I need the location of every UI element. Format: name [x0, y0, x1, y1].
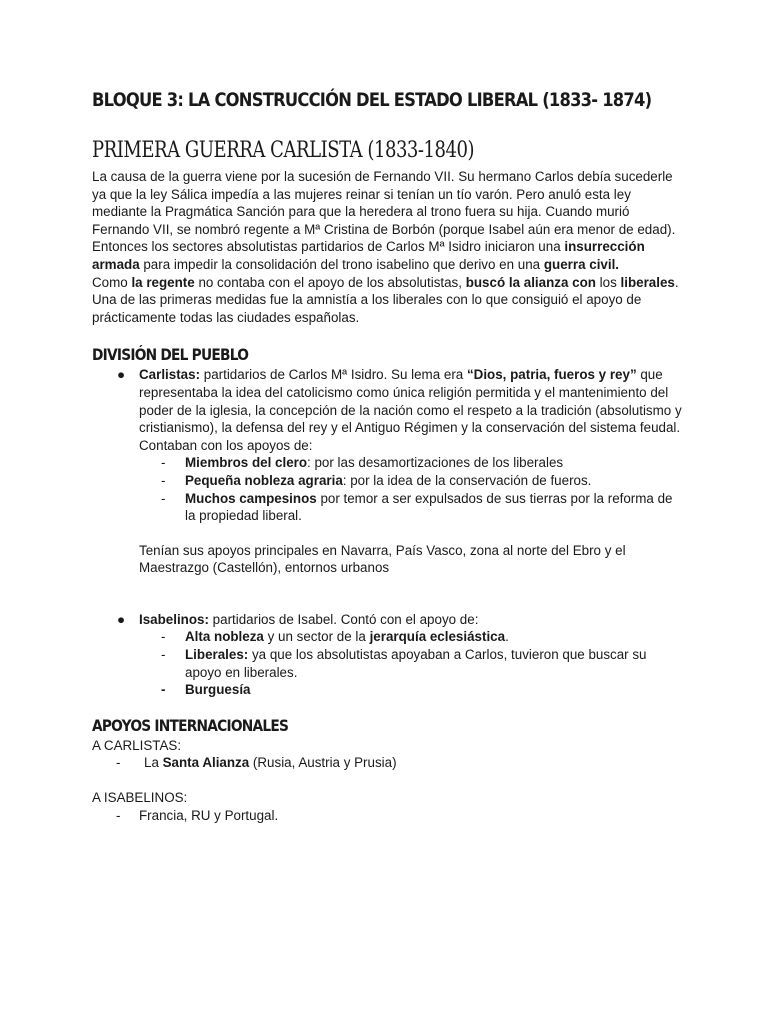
label-carlistas: Carlistas: — [139, 367, 201, 383]
bold-busco-alianza: buscó la alianza con — [465, 274, 596, 290]
label-a-carlistas: A CARLISTAS: — [92, 737, 182, 753]
dash-icon: - — [161, 472, 166, 488]
bullet-icon: ● — [117, 611, 126, 627]
section-title-primera-guerra-carlista: PRIMERA GUERRA CARLISTA (1833-1840) — [92, 138, 475, 163]
dash-icon: - — [161, 629, 166, 645]
dash-icon: - — [161, 647, 166, 663]
list-item-support: - Miembros del clero: por las desamortizaciones de los liberales — [161, 455, 564, 471]
bold-guerra-civil: guerra civil. — [543, 256, 620, 272]
list-item-support: - Liberales: ya que los absolutistas apoyaban a Carlos, tuvieron que buscar su apoyo en liberales. — [161, 647, 647, 680]
carlistas-support-intro: Contaban con los apoyos de: — [139, 437, 313, 453]
list-item-carlistas-support: - La Santa Alianza (Rusia, Austria y Prusia) — [116, 755, 397, 771]
dash-icon: - — [116, 755, 121, 771]
heading-division-del-pueblo: DIVISIÓN DEL PUEBLO — [92, 345, 249, 365]
list-item-carlistas: ● Carlistas: partidarios de Carlos Mª Isidro. Su lema era “Dios, patria, fueros y rey” que representaba la idea del catolicismo como única religión permitida y el mantenimiento del poder de la iglesia, la concepción de la nación como el respeto a la tradición (absolutismo y cristianismo), la defensa del rey y el Antiguo Régimen y la conservación del sistema feudal. Contaban con los apoyos de: - Miembros del clero: por las desamortizaciones de los liberales - Pequeña nobleza agraria: por la idea de la conservación de fueros. - Muchos campesinos por temor a ser expulsados de sus tierras por la reforma de la propiedad liberal. Tenían sus apoyos principales en Navarra, País Vasco, zona al norte del Ebro y el Maestrazgo (Castellón), entornos urbanos — [117, 367, 682, 576]
bold-liberales: liberales — [620, 274, 675, 290]
dash-icon: - — [161, 490, 166, 506]
bold-la-regente: la regente — [131, 274, 195, 290]
carlistas-support-list — [139, 454, 682, 524]
list-item-support: - Burguesía — [161, 682, 251, 698]
motto: “Dios, patria, fueros y rey” — [466, 367, 637, 383]
dash-icon: - — [161, 455, 166, 471]
dash-icon: - — [116, 807, 121, 823]
list-item-support: - Pequeña nobleza agraria: por la idea de la conservación de fueros. — [161, 472, 592, 488]
document-page — [92, 86, 682, 824]
intro-paragraph-1: La causa de la guerra viene por la sucesión de Fernando VII. Su hermano Carlos debía sucederle ya que la ley Sálica impedía a las mujeres reinar si tenían un tío varón. Pero anuló esta ley mediante la Pragmática Sanción para que la heredera al trono fuera su hija. Cuando murió Fernando VII, se nombró regente a Mª Cristina de Borbón (porque Isabel aún era menor de edad). Entonces los sectores absolutistas partidarios de Carlos Mª Isidro iniciaron una insurrección armada para impedir la consolidación del trono isabelino que derivo en una guerra civil. — [92, 169, 676, 272]
list-item-support: - Muchos campesinos por temor a ser expulsados de sus tierras por la reforma de la propiedad liberal. — [161, 490, 673, 524]
label-isabelinos: Isabelinos: — [139, 611, 209, 627]
page-title: BLOQUE 3: LA CONSTRUCCIÓN DEL ESTADO LIBERAL (1833- 1874) — [92, 89, 652, 111]
list-item-isabelinos: ● Isabelinos: partidarios de Isabel. Contó con el apoyo de: - Alta nobleza y un sector de la jerarquía eclesiástica. - Liberales: ya que los absolutistas apoyaban a Carlos, tuvieron que buscar su apoyo en liberales. - Burguesía — [92, 611, 682, 699]
isabelinos-support-list — [139, 628, 682, 698]
intro-paragraph-2: Como la regente no contaba con el apoyo de los absolutistas, buscó la alianza con los liberales. Una de las primeras medidas fue la amnistía a los liberales con lo que consiguió el apoyo de prácticamente todas las ciudades españolas. — [92, 274, 679, 325]
bullet-icon: ● — [117, 367, 126, 383]
label-a-isabelinos: A ISABELINOS: — [92, 790, 188, 806]
division-list — [92, 366, 682, 699]
list-item-support: - Alta nobleza y un sector de la jerarquía eclesiástica. — [161, 629, 509, 645]
dash-icon: - — [161, 682, 166, 698]
carlistas-regions: Tenían sus apoyos principales en Navarra, País Vasco, zona al norte del Ebro y el Maestrazgo (Castellón), entornos urbanos — [139, 542, 626, 576]
list-item-isabelinos-support: - Francia, RU y Portugal. — [116, 807, 279, 823]
bold-insurreccion-armada: insurrección armada — [92, 239, 645, 272]
heading-apoyos-internacionales: APOYOS INTERNACIONALES — [92, 715, 289, 735]
